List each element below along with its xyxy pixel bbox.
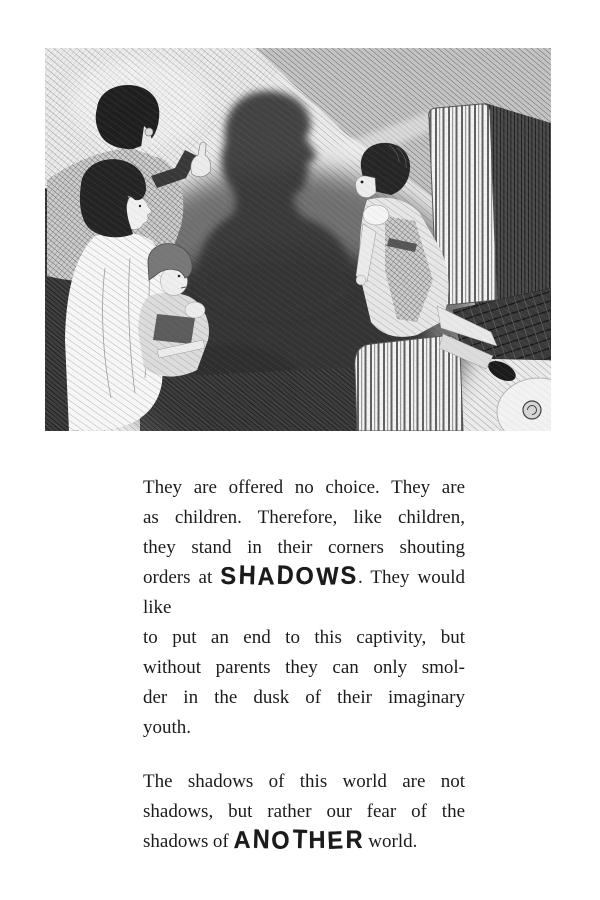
paragraph — [143, 767, 465, 857]
display-word: ANOTHER — [233, 824, 364, 855]
body-text: as children. Therefore, like children, — [143, 507, 465, 528]
body-text: they stand in their corners shouting — [143, 537, 465, 558]
text-line — [143, 533, 465, 563]
text-line — [143, 713, 465, 743]
text-line — [143, 824, 465, 857]
body-text: They are offered no choice. They are — [143, 477, 465, 498]
body-text: to put an end to this captivity, but — [143, 627, 465, 648]
body-text: der in the dusk of their imaginary — [143, 687, 465, 708]
body-text: without parents they can only smol- — [143, 657, 465, 678]
text-line — [143, 797, 465, 827]
body-text: orders at — [143, 567, 221, 588]
body-text: The shadows of this world are not — [143, 771, 465, 792]
engraving-texture — [45, 48, 551, 431]
text-line — [143, 767, 465, 797]
body-text: youth. — [143, 717, 192, 738]
text-line — [143, 560, 465, 623]
paragraph — [143, 473, 465, 743]
text-column — [143, 473, 465, 857]
children-shadow-engraving — [45, 48, 551, 431]
body-text: shadows, but rather our fear of the — [143, 801, 465, 822]
display-word: SHADOWS — [220, 560, 358, 592]
body-text: world. — [363, 831, 418, 852]
text-line — [143, 683, 465, 713]
body-text: shadows of — [143, 831, 234, 852]
body-text: . They would like — [143, 567, 465, 618]
text-line — [143, 473, 465, 503]
text-line — [143, 653, 465, 683]
text-line — [143, 623, 465, 653]
illustration — [45, 48, 551, 431]
text-line — [143, 503, 465, 533]
